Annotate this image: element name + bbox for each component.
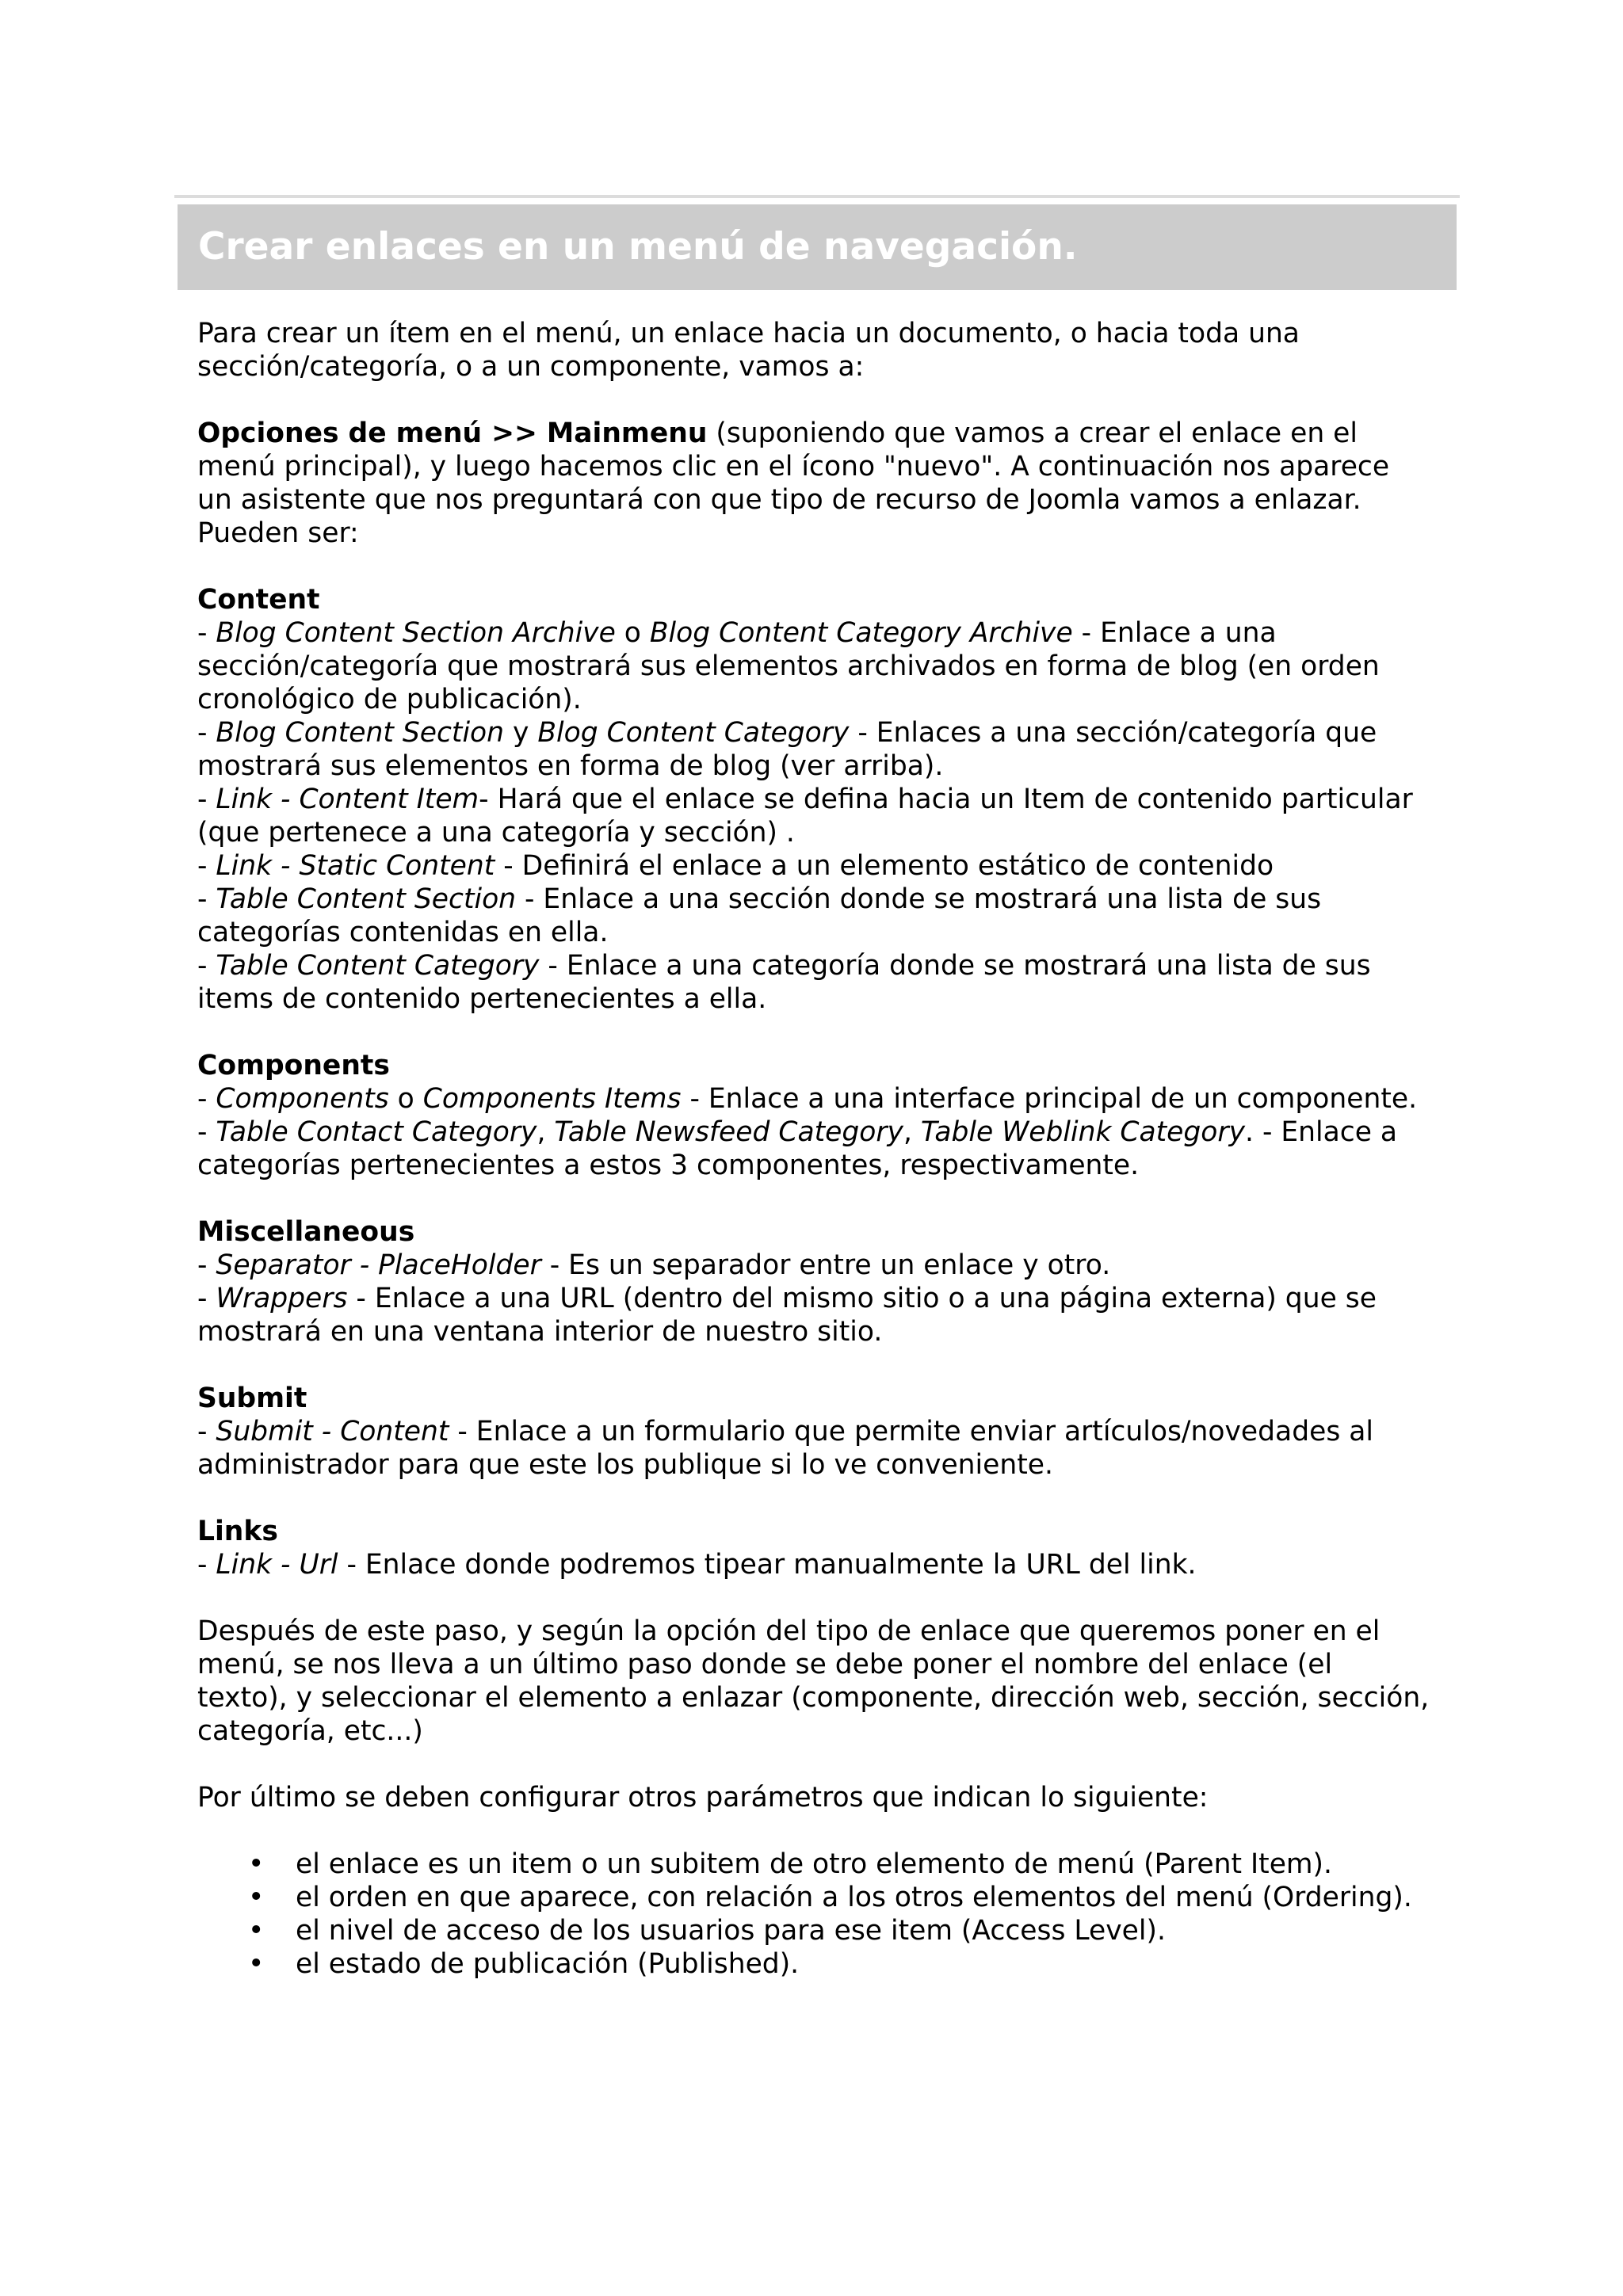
text-line: Después de este paso, y según la opción del tipo de enlace que queremos poner en el	[197, 1615, 1381, 1647]
text-line: Para crear un ítem en el menú, un enlace hacia un documento, o hacia toda una	[197, 318, 1300, 349]
intro-paragraph	[197, 317, 1465, 383]
item-name: Blog Content Section	[216, 717, 505, 749]
text-line: Por último se deben configurar otros parámetros que indican lo siguiente:	[197, 1782, 1209, 1814]
text-line: cronológico de publicación).	[197, 684, 582, 715]
item-name: Table Weblink Category	[920, 1116, 1246, 1148]
text-line: sección/categoría, o a un componente, vamos a:	[197, 351, 865, 383]
item-name: Link - Content Item	[216, 784, 479, 815]
item-name: Table Contact Category	[216, 1116, 537, 1148]
text-line: mostrará sus elementos en forma de blog (ver arriba).	[197, 750, 944, 782]
section-heading-components: Components	[197, 1050, 390, 1081]
item-name: Link - Url	[216, 1549, 338, 1581]
item-name: Table Newsfeed Category	[554, 1116, 903, 1148]
menu-path-paragraph	[197, 417, 1465, 550]
top-divider	[174, 195, 1460, 198]
item-name: Components	[216, 1083, 389, 1115]
list-item: • el nivel de acceso de los usuarios para ese item (Access Level).	[248, 1915, 1166, 1947]
text-line: items de contenido pertenecientes a ella.	[197, 983, 767, 1015]
item-name: Link - Static Content	[216, 850, 495, 882]
text-line: administrador para que este los publique si lo ve conveniente.	[197, 1449, 1053, 1481]
text-span: (suponiendo que vamos a crear el enlace en el	[707, 418, 1358, 449]
text-line: categorías contenidas en ella.	[197, 917, 609, 948]
title-banner	[178, 204, 1457, 290]
text-line: menú, se nos lleva a un último paso donde se debe poner el nombre del enlace (el	[197, 1649, 1333, 1680]
bullet-icon: •	[248, 1915, 265, 1947]
params-intro-paragraph	[197, 1781, 1465, 1814]
text-line: un asistente que nos preguntará con que tipo de recurso de Joomla vamos a enlazar.	[197, 484, 1361, 516]
bullet-icon: •	[248, 1848, 265, 1880]
bullet-icon: •	[248, 1882, 265, 1913]
text-line: mostrará en una ventana interior de nuestro sitio.	[197, 1316, 883, 1348]
item-name: Submit - Content	[216, 1416, 449, 1447]
item-name: Blog Content Section Archive	[216, 617, 616, 649]
item-name: Table Content Section	[216, 883, 517, 915]
item-name: Separator - PlaceHolder	[216, 1249, 541, 1281]
list-item: • el enlace es un item o un subitem de otro elemento de menú (Parent Item).	[248, 1848, 1332, 1880]
submit-section: Submit - Submit - Content - Enlace a un formulario que permite enviar artículos/novedades al administrador para que este los publique si lo ve conveniente.	[197, 1383, 1373, 1481]
list-item: • el estado de publicación (Published).	[248, 1948, 800, 1980]
section-heading-miscellaneous: Miscellaneous	[197, 1216, 415, 1248]
bullet-icon: •	[248, 1948, 265, 1980]
text-line: texto), y seleccionar el elemento a enlazar (componente, dirección web, sección, sección,	[197, 1682, 1430, 1714]
section-heading-submit: Submit	[197, 1383, 307, 1414]
item-name: Blog Content Category	[537, 717, 850, 749]
links-section: Links - Link - Url - Enlace donde podremos tipear manualmente la URL del link.	[197, 1516, 1197, 1581]
item-name: Blog Content Category Archive	[649, 617, 1073, 649]
list-item: • el orden en que aparece, con relación a los otros elementos del menú (Ordering).	[248, 1882, 1412, 1913]
document-body	[197, 317, 1465, 1981]
after-step-paragraph	[197, 1615, 1465, 1748]
components-section: Components - Components o Components Items - Enlace a una interface principal de un componente. - Table Contact Category, Table Newsfeed Category, Table Weblink Category. - Enlace a categorías pertenecientes a estos 3 componentes, respectivamente.	[197, 1050, 1418, 1181]
item-name: Components Items	[422, 1083, 682, 1115]
misc-section: Miscellaneous - Separator - PlaceHolder - Es un separador entre un enlace y otro. - Wrappers - Enlace a una URL (dentro del mismo sitio o a una página externa) que se mostrará en una ventana interior de nuestro sitio.	[197, 1216, 1377, 1348]
section-heading-content: Content	[197, 584, 320, 616]
text-line: sección/categoría que mostrará sus elementos archivados en forma de blog (en orden	[197, 650, 1380, 682]
section-heading-links: Links	[197, 1516, 278, 1547]
menu-path-bold: Opciones de menú >> Mainmenu	[197, 418, 708, 449]
text-line: categoría, etc...)	[197, 1715, 423, 1747]
text-line: Pueden ser:	[197, 517, 359, 549]
page-title: Crear enlaces en un menú de navegación.	[198, 225, 1078, 269]
text-line: (que pertenece a una categoría y sección) .	[197, 817, 795, 849]
item-name: Wrappers	[216, 1283, 348, 1314]
parameters-list	[197, 1848, 1465, 1981]
text-line: menú principal), y luego hacemos clic en el ícono "nuevo". A continuación nos aparece	[197, 451, 1390, 482]
content-section: Content - Blog Content Section Archive o Blog Content Category Archive - Enlace a una sección/categoría que mostrará sus elementos archivados en forma de blog (en orden cronológico de publicación). - Blog Content Section y Blog Content Category - Enlaces a una sección/categoría que mostrará sus elementos en forma de blog (ver arriba). - Link - Content Item- Hará que el enlace se defina hacia un Item de contenido particular (que pertenece a una categoría y sección) . - Link - Static Content - Definirá el enlace a un elemento estático de contenido - Table Content Section - Enlace a una sección donde se mostrará una lista de sus categorías contenidas en ella. - Table Content Category - Enlace a una categoría donde se mostrará una lista de sus items de contenido pertenecientes a ella.	[197, 584, 1413, 1015]
item-name: Table Content Category	[216, 950, 540, 982]
text-line: categorías pertenecientes a estos 3 componentes, respectivamente.	[197, 1150, 1140, 1181]
